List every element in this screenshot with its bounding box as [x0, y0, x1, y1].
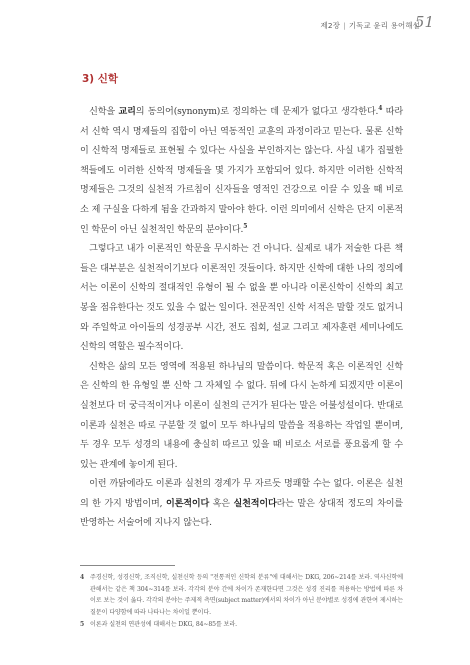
footnotes — [80, 572, 403, 631]
paragraph-text: 의 동의어(synonym)로 정의하는 데 문제가 없다고 생각한다. — [135, 107, 379, 117]
paragraph-text: 신학을 — [89, 107, 119, 117]
paragraph-text: 따라서 신학 역시 명제들의 집합이 아닌 역동적인 교훈의 과정이라고 믿는다. 물론 신학이 신학적 명제들로 표현될 수 있다는 사실을 부인하지는 않는다. 사실 내가 집필한 책들에도 이러한 신학적 명제들을 몇 가지가 포함되어 있다. 하지만 이러한 신학적 명제들은 그것의 실천적 가르침이 신자들을 영적인 건강으로 이끌 수 있을 때 비로소 제 구실을 다하게 됨을 간과하지 말아야 한다. 이런 의미에서 신학은 단지 이론적인 학문이 아닌 실천적인 학문의 분야이다. — [80, 107, 404, 235]
footnote-ref: 5 — [243, 222, 248, 230]
paragraph-text: 이런 까닭에라도 이론과 실천의 경계가 무 자르듯 명쾌할 수는 없다. 이론은 실천의 한 가지 방법이며, — [80, 479, 403, 509]
emphasized-term: 실천적이다 — [233, 498, 277, 509]
emphasized-term: 교리 — [118, 107, 136, 117]
paragraph-text: 혹은 — [209, 498, 234, 509]
paragraph-text: 그렇다고 내가 이론적인 학문을 무시하는 건 아니다. 실제로 내가 저술한 다른 책들은 대부분은 실천적이기보다 이론적인 것들이다. 하지만 신학에 대한 나의 정의에서는 이론이 신학의 절대적인 유형이 될 수 없을 뿐 아니라 이론신학이 신학의 최고봉을 점유한다는 것도 있을 수 없는 일이다. 전문적인 신학 서적은 말할 것도 없거니와 주일학교 아이들의 성경공부 시간, 전도 집회, 설교 그리고 제자훈련 세미나에도 신학의 역할은 필수적이다. — [80, 244, 403, 353]
paragraph-text: 라는 말은 상대적 정도의 차이를 반영하는 서술어에 지나지 않는다. — [80, 498, 403, 529]
paragraph — [80, 358, 403, 476]
paragraph — [80, 103, 403, 240]
body-text — [80, 103, 403, 534]
footnote-number: 5 — [80, 621, 85, 629]
section-title: 3) 신학 — [82, 73, 119, 85]
header-separator: | — [343, 21, 346, 30]
footnote-ref: 4 — [378, 104, 383, 112]
paragraph-text: 신학은 삶의 모든 영역에 적용된 하나님의 말씀이다. 학문적 혹은 이론적인 신학은 신학의 한 유형일 뿐 신학 그 자체일 수 없다. 뒤에 다시 논하게 되겠지만 이론이 실천보다 더 궁극적이거나 이론이 실천의 근거가 된다는 말은 어불성설이다. 반대로 이론과 실천은 따로 구분할 것 없이 모두 하나님의 말씀을 적용하는 작업일 뿐이며, 두 경우 모두 성경의 내용에 충실히 따르고 있을 때 비로소 서로를 풍요롭게 할 수 있는 관계에 놓이게 된다. — [80, 361, 403, 470]
running-header — [0, 0, 470, 40]
footnote — [80, 619, 403, 631]
running-header-text — [321, 20, 420, 31]
footnote-divider — [80, 565, 175, 566]
footnote-text: 이론과 실천의 연관성에 대해서는 DKG, 84~85를 보라. — [90, 621, 237, 629]
footnote — [80, 572, 403, 618]
footnote-text: 주경신학, 성경신학, 조직신학, 실천신학 등의 "전통적인 신학의 분류"에 대해서는 DKG, 206~214를 보라. 역사신학에 관해서는 같은 책 304~314를 보라. 각각의 분야 간에 차이가 존재한다면 그것은 성경 진리를 적용하는 방법에 따른 차이로 보는 것이 옳다. 각각의 분야는 주제적 측면(subject matter)에서의 차이가 아닌 분야별로 성경에 관한여 제시하는 질문이 다양함에 따라 나타나는 차이일 뿐이다. — [90, 574, 403, 616]
paragraph — [80, 240, 403, 358]
page-number: 51 — [414, 13, 434, 31]
chapter-label: 제2장 — [320, 21, 341, 30]
paragraph — [80, 475, 403, 534]
footnote-number: 4 — [80, 574, 85, 581]
emphasized-term: 이론적이다 — [165, 498, 210, 509]
chapter-title: 기독교 윤리 용어해설 — [348, 21, 420, 30]
